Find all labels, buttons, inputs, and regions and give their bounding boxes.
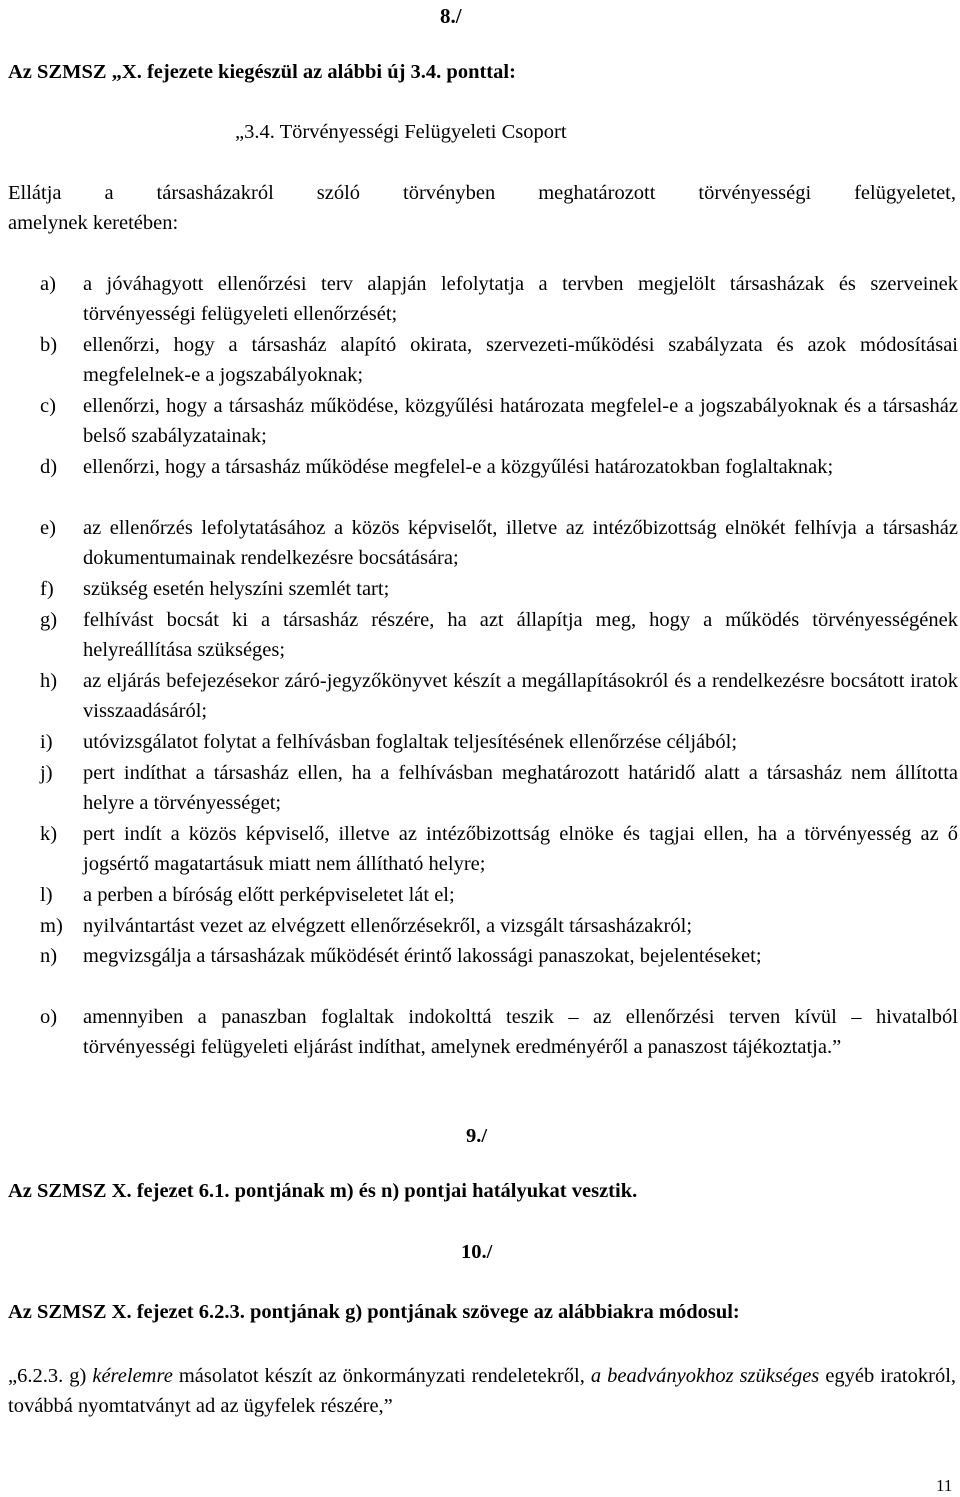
section-8-intro-line2: amelynek keretében: bbox=[8, 212, 179, 234]
list-item-label-f: f) bbox=[40, 578, 54, 600]
list-item-label-j: j) bbox=[40, 762, 53, 784]
list-item-text-o: amennyiben a panaszban foglaltak indokolttá teszik – az ellenőrzési terven kívül – hivatalból törvényességi felügyeleti eljárást indíthat, amelynek eredményéről a panaszost tájékoztatja.” bbox=[83, 1006, 958, 1059]
list-item-label-k: k) bbox=[40, 823, 58, 845]
list-item-label-e: e) bbox=[40, 517, 56, 539]
quote-italic-beadvanyokhoz: a beadványokhoz szükséges bbox=[590, 1365, 820, 1387]
list-item-text-k: pert indít a közös képviselő, illetve az intézőbizottság elnöke és tagjai ellen, ha a törvényesség az ő jogsértő magatartásuk miatt nem állítható helyre; bbox=[83, 823, 958, 876]
section-9-number: 9./ bbox=[466, 1125, 488, 1147]
list-item-label-n: n) bbox=[40, 945, 58, 967]
quote-end: egyéb iratokról, továbbá nyomtatványt ad az ügyfelek részére,” bbox=[8, 1365, 957, 1418]
list-item-label-i: i) bbox=[40, 731, 53, 753]
section-9-text: Az SZMSZ X. fejezet 6.1. pontjának m) és n) pontjai hatályukat vesztik. bbox=[8, 1180, 638, 1202]
list-item-text-i: utóvizsgálatot folytat a felhívásban foglaltak teljesítésének ellenőrzése céljából; bbox=[83, 731, 738, 753]
section-10-number: 10./ bbox=[461, 1241, 493, 1263]
list-item-text-g: felhívást bocsát ki a társasház részére, ha azt állapítja meg, hogy a működés törvényességének helyreállítása szükséges; bbox=[83, 609, 958, 662]
list-item-text-m: nyilvántartást vezet az elvégzett ellenőrzésekről, a vizsgált társasházakról; bbox=[83, 915, 693, 937]
section-10-text: Az SZMSZ X. fejezet 6.2.3. pontjának g) pontjának szövege az alábbiakra módosul: bbox=[8, 1301, 740, 1323]
section-8-intro-line1: Ellátja a társasházakról szóló törvényben meghatározott törvényességi felügyeletet, bbox=[8, 182, 956, 204]
list-item-text-a: a jóváhagyott ellenőrzési terv alapján lefolytatja a tervben megjelölt társasházak és szerveinek törvényességi felügyeleti ellenőrzését; bbox=[83, 273, 958, 326]
list-item-label-l: l) bbox=[40, 884, 53, 906]
list-item-label-g: g) bbox=[40, 609, 58, 631]
list-item-label-a: a) bbox=[40, 273, 56, 295]
list-item-label-h: h) bbox=[40, 670, 58, 692]
page-number: 11 bbox=[936, 1476, 953, 1495]
quote-italic-kerelemre: kérelemre bbox=[92, 1365, 173, 1387]
quote-prefix: „6.2.3. g) bbox=[8, 1365, 87, 1387]
section-8-heading: Az SZMSZ „X. fejezete kiegészül az alábbi új 3.4. ponttal: bbox=[8, 61, 516, 83]
list-item-label-m: m) bbox=[40, 915, 63, 937]
list-item-label-c: c) bbox=[40, 395, 56, 417]
list-item-text-n: megvizsgálja a társasházak működését érintő lakossági panaszokat, bejelentéseket; bbox=[83, 945, 762, 967]
section-8-subheading: „3.4. Törvényességi Felügyeleti Csoport bbox=[235, 121, 567, 143]
list-item-text-e: az ellenőrzés lefolytatásához a közös képviselőt, illetve az intézőbizottság elnökét felhívja a társasház dokumentumainak rendelkezésre bocsátására; bbox=[83, 517, 958, 570]
list-item-text-d: ellenőrzi, hogy a társasház működése megfelel-e a közgyűlési határozatokban foglaltaknak; bbox=[83, 456, 834, 478]
list-item-label-d: d) bbox=[40, 456, 58, 478]
list-item-text-h: az eljárás befejezésekor záró-jegyzőkönyvet készít a megállapításokról és a rendelkezésre bocsátott iratok visszaadásáról; bbox=[83, 670, 958, 723]
list-item-text-b: ellenőrzi, hogy a társasház alapító okirata, szervezeti-működési szabályzata és azok módosításai megfelelnek-e a jogszabályoknak; bbox=[83, 334, 958, 387]
list-item-label-b: b) bbox=[40, 334, 58, 356]
list-item-label-o: o) bbox=[40, 1006, 58, 1028]
quote-middle: másolatot készít az önkormányzati rendeletekről, bbox=[178, 1365, 585, 1387]
section-8-number: 8./ bbox=[440, 4, 462, 28]
list-item-text-c: ellenőrzi, hogy a társasház működése, közgyűlési határozata megfelel-e a jogszabályoknak és a társasház belső szabályzatainak; bbox=[83, 395, 958, 448]
list-item-text-j: pert indíthat a társasház ellen, ha a felhívásban meghatározott határidő alatt a társasház nem állította helyre a törvényességet; bbox=[83, 762, 958, 815]
list-item-text-f: szükség esetén helyszíni szemlét tart; bbox=[83, 578, 390, 600]
list-item-text-l: a perben a bíróság előtt perképviseletet lát el; bbox=[83, 884, 455, 906]
section-10-quote bbox=[8, 1361, 956, 1422]
